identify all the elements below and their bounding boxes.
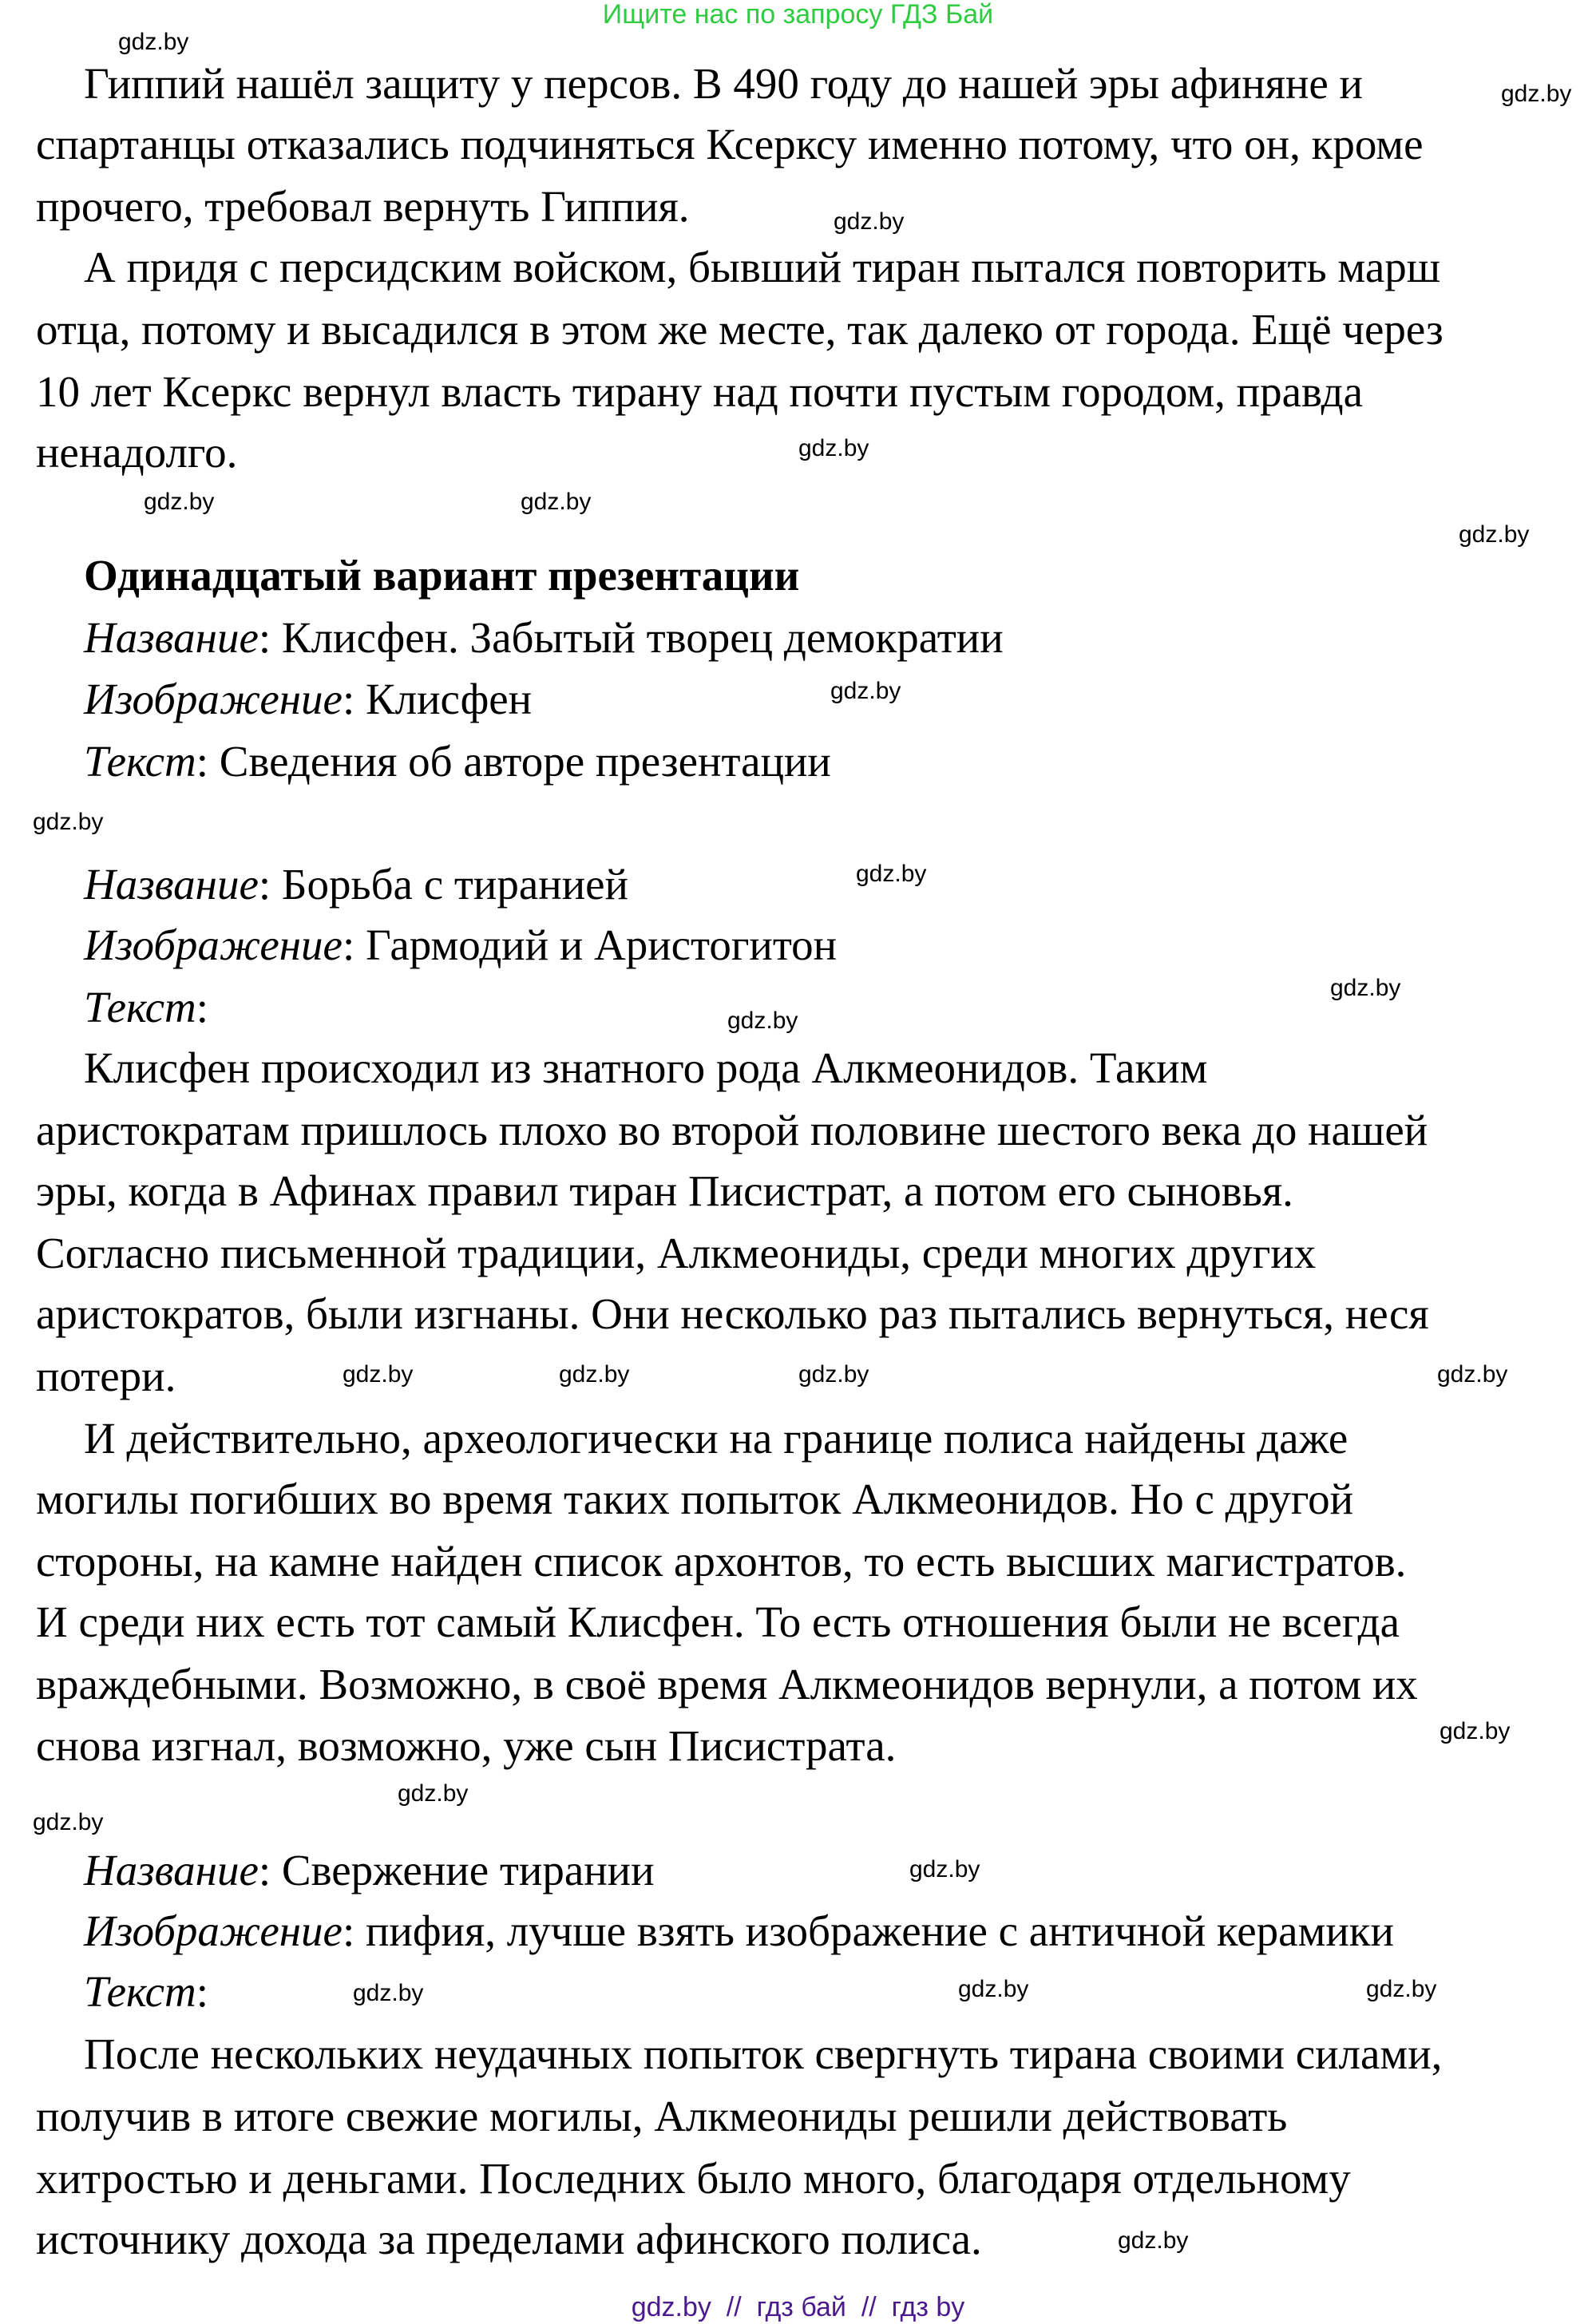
watermark: gdz.by [856,861,927,887]
watermark: gdz.by [1440,1718,1511,1744]
value: : [196,983,209,1031]
label-name: Название [84,860,259,909]
watermark: gdz.by [1437,1361,1508,1388]
label-text: Текст [84,737,196,786]
paragraph-line: Гиппий нашёл защиту у персов. В 490 году до нашей эры афиняне и [84,59,1363,108]
value: : Клисфен [342,675,533,723]
watermark: gdz.by [521,489,592,515]
section-heading: Одинадцатый вариант презентации [84,551,800,600]
watermark: gdz.by [830,678,901,704]
value: : Клисфен. Забытый творец демократии [258,613,1004,662]
watermark: gdz.by [1330,975,1401,1001]
paragraph-line: спартанцы отказались подчиняться Ксерксу именно потому, что он, кроме [36,120,1424,168]
label-name: Название [84,613,259,662]
watermark: gdz.by [727,1008,798,1034]
watermark: gdz.by [798,435,869,461]
paragraph-line: И среди них есть тот самый Клисфен. То есть отношения были не всегда [36,1598,1400,1646]
value: : [196,1967,209,2016]
paragraph-line: Клисфен происходил из знатного рода Алкмеонидов. Таким [84,1043,1208,1092]
paragraph-line: И действительно, археологически на границе полиса найдены даже [84,1414,1348,1463]
paragraph-line: потери. [36,1352,176,1400]
slide2-image [84,917,837,973]
paragraph-line: эры, когда в Афинах правил тиран Писистрат, а потом его сыновья. [36,1166,1293,1215]
footer-links[interactable]: gdz.by // гдз бай // гдз by [631,2292,965,2322]
watermark: gdz.by [909,1856,980,1883]
label-image: Изображение [84,675,343,723]
slide2-name [84,857,628,913]
slide3-image [84,1903,1394,1959]
paragraph-line: 10 лет Ксеркс вернул власть тирану над почти пустым городом, правда [36,367,1363,416]
paragraph-line: аристократов, были изгнаны. Они несколько раз пытались вернуться, неся [36,1289,1429,1338]
paragraph-line: снова изгнал, возможно, уже сын Писистрата. [36,1721,897,1770]
paragraph-line: могилы погибших во время таких попыток Алкмеонидов. Но с другой [36,1475,1354,1523]
value: : Свержение тирании [258,1846,655,1894]
watermark: gdz.by [118,29,189,55]
slide3-text [84,1964,208,2020]
watermark: gdz.by [398,1780,469,1807]
label-image: Изображение [84,1906,343,1955]
watermark: gdz.by [834,208,905,235]
watermark: gdz.by [1118,2227,1189,2254]
slide1-name [84,610,1004,666]
watermark: gdz.by [559,1361,630,1388]
site-banner: Ищите нас по запросу ГДЗ Бай [602,0,994,30]
paragraph-line: аристократам пришлось плохо во второй половине шестого века до нашей [36,1106,1428,1154]
paragraph-line: А придя с персидским войском, бывший тиран пытался повторить марш [84,243,1441,291]
watermark: gdz.by [33,1809,104,1835]
slide2-text [84,980,208,1035]
watermark: gdz.by [798,1361,869,1388]
paragraph-line: источнику дохода за пределами афинского полиса. [36,2215,982,2263]
watermark: gdz.by [958,1976,1029,2002]
label-image: Изображение [84,920,343,969]
value: : Гармодий и Аристогитон [342,920,838,969]
label-text: Текст [84,1967,196,2016]
watermark: gdz.by [1501,81,1572,107]
paragraph-line: После нескольких неудачных попыток свергнуть тирана своими силами, [84,2029,1443,2078]
watermark: gdz.by [33,809,104,835]
paragraph-line: стороны, на камне найден список архонтов, то есть высших магистратов. [36,1537,1407,1586]
watermark: gdz.by [343,1361,414,1388]
watermark: gdz.by [144,489,215,515]
value: : Борьба с тиранией [258,860,628,909]
paragraph-line: враждебными. Возможно, в своё время Алкмеонидов вернули, а потом их [36,1660,1418,1708]
paragraph-line: ненадолго. [36,428,238,477]
watermark: gdz.by [353,1980,424,2006]
paragraph-line: прочего, требовал вернуть Гиппия. [36,182,690,231]
watermark: gdz.by [1366,1976,1437,2002]
value: : Сведения об авторе презентации [196,737,831,786]
paragraph-line: отца, потому и высадился в этом же месте, так далеко от города. Ещё через [36,305,1444,354]
label-name: Название [84,1846,259,1894]
paragraph-line: хитростью и деньгами. Последних было много, благодаря отдельному [36,2154,1351,2203]
label-text: Текст [84,983,196,1031]
slide1-text [84,734,831,790]
watermark: gdz.by [1459,521,1530,548]
slide1-image [84,671,532,727]
paragraph-line: Согласно письменной традиции, Алкмеониды, среди многих других [36,1229,1317,1277]
value: : пифия, лучше взять изображение с античной керамики [342,1906,1394,1955]
slide3-name [84,1843,655,1898]
paragraph-line: получив в итоге свежие могилы, Алкмеониды решили действовать [36,2092,1288,2140]
